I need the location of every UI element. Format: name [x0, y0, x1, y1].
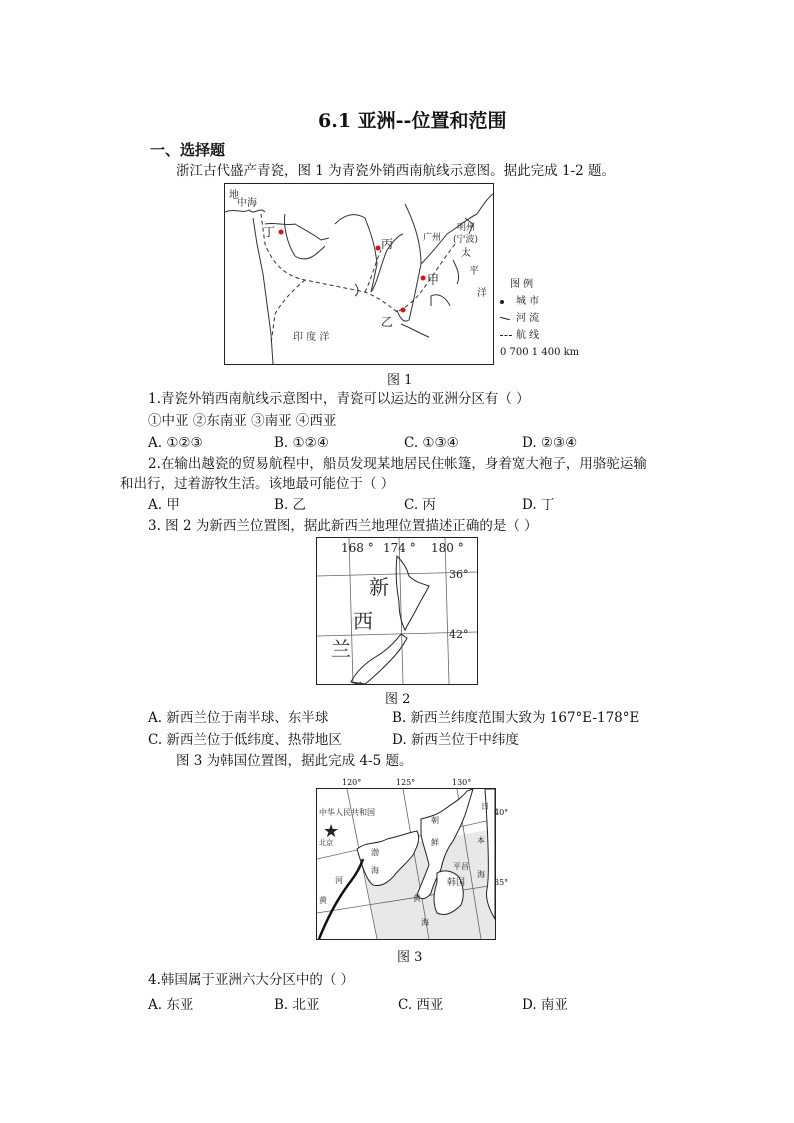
f3-lat-35: 35° — [494, 878, 509, 887]
q2-option-a: A. 甲 — [148, 497, 180, 513]
nz-char-2: 西 — [353, 609, 373, 633]
figure-1-legend — [500, 276, 579, 361]
figure-2-caption: 图 2 — [385, 692, 411, 707]
question-3-stem: 3. 图 2 为新西兰位置图，据此新西兰地理位置描述正确的是（ ） — [148, 518, 538, 534]
label-beijing: 北京 — [319, 839, 333, 847]
label-yi: 乙 — [381, 315, 394, 329]
city-dot-bing — [376, 246, 381, 251]
figure-1-route-map — [224, 183, 494, 365]
question-1-stem: 1.青瓷外销西南航线示意图中，青瓷可以运达的亚洲分区有（ ） — [148, 391, 530, 407]
sri-lanka — [355, 284, 358, 296]
south-island — [351, 634, 407, 684]
arabian-peninsula — [284, 214, 325, 259]
label-mediterranean-2: 中海 — [237, 198, 257, 209]
label-xian: 鲜 — [431, 838, 439, 847]
section-heading: 一、选择题 — [150, 141, 226, 159]
figure-1-caption: 图 1 — [387, 373, 413, 388]
legend-city: 城 市 — [500, 293, 579, 310]
label-bo: 渤 — [371, 848, 379, 857]
label-mingzhou: 明州 — [457, 223, 476, 233]
beijing-star-icon: ★ — [323, 821, 340, 842]
north-island — [396, 556, 429, 630]
intro-paragraph-2: 图 3 为韩国位置图，据此完成 4-5 题。 — [176, 753, 413, 769]
q2-option-b: B. 乙 — [274, 497, 307, 513]
label-bing: 丙 — [381, 237, 394, 251]
lat-label-36: 36° — [449, 568, 469, 581]
question-1-items: ①中亚 ②东南亚 ③南亚 ④西亚 — [148, 413, 337, 429]
q4-option-a: A. 东亚 — [148, 997, 194, 1013]
q1-option-a: A. ①②③ — [148, 435, 203, 451]
india-coast-west — [335, 215, 377, 292]
indochina-coast — [397, 204, 421, 321]
legend-scale: 0 700 1 400 km — [500, 347, 580, 358]
lon-label-180: 180 ° — [431, 541, 464, 555]
label-huang-1: 黄 — [319, 896, 327, 905]
q4-option-d: D. 南亚 — [522, 997, 568, 1013]
label-ningbo: (宁波) — [453, 235, 479, 245]
figure-3-korea-map — [316, 788, 496, 940]
city-dot-ding — [279, 230, 284, 235]
route-map-svg — [225, 184, 493, 364]
legend-title: 图 例 — [510, 279, 534, 290]
nz-char-3: 兰 — [331, 637, 351, 661]
figure-2-new-zealand-map — [316, 537, 478, 685]
label-hai-3: 海 — [477, 870, 485, 879]
label-chao: 朝 — [431, 816, 439, 825]
philippines — [453, 260, 459, 284]
q3-option-c: C. 新西兰位于低纬度、热带地区 — [148, 732, 342, 748]
label-mediterranean-1: 地 — [229, 190, 239, 201]
label-ding: 丁 — [263, 225, 276, 239]
legend-river: 河 流 — [500, 310, 579, 327]
label-huang-2: 黄 — [413, 894, 421, 903]
q3-option-d: D. 新西兰位于中纬度 — [392, 732, 519, 748]
f3-lat-40: 40° — [494, 808, 509, 817]
q3-option-b: B. 新西兰纬度范围大致为 167°E-178°E — [392, 710, 640, 726]
label-ping: 平 — [469, 266, 479, 277]
label-tai: 太 — [461, 248, 471, 259]
legend-route: 航 线 — [500, 327, 579, 344]
q1-option-c: C. ①③④ — [404, 435, 459, 451]
label-ben: 本 — [477, 836, 485, 845]
label-indian-ocean: 印 度 洋 — [293, 332, 330, 343]
mediterranean-coast — [225, 210, 265, 212]
question-4-stem: 4.韩国属于亚洲六大分区中的（ ） — [148, 972, 355, 988]
city-dot-yi — [401, 308, 406, 313]
q4-option-c: C. 西亚 — [398, 997, 444, 1013]
korea-svg — [317, 789, 495, 939]
label-he: 河 — [335, 876, 343, 885]
label-hai-1: 海 — [371, 866, 379, 875]
label-ri: 日 — [481, 802, 489, 811]
question-2-stem-line2: 和出行，过着游牧生活。该地最可能位于（ ） — [120, 476, 395, 492]
q2-option-c: C. 丙 — [404, 497, 436, 513]
f3-lon-125: 125° — [396, 778, 416, 787]
label-hai-2: 海 — [421, 918, 429, 927]
page-title: 6.1 亚洲--位置和范围 — [318, 110, 507, 132]
label-pingchang: 平昌 — [453, 862, 469, 871]
label-prc: 中华人民共和国 — [319, 808, 375, 817]
river-line-icon — [500, 317, 510, 321]
label-guangzhou: 广州 — [423, 233, 442, 243]
city-dot-jia — [421, 276, 426, 281]
figure-3-caption: 图 3 — [397, 950, 423, 965]
f3-lon-120: 120° — [342, 778, 362, 787]
q1-option-d: D. ②③④ — [522, 435, 578, 451]
lat-label-42: 42° — [449, 628, 469, 641]
label-jia: 甲 — [427, 273, 440, 287]
label-hanguo: 韩国 — [447, 878, 466, 888]
q1-option-b: B. ①②④ — [274, 435, 329, 451]
q3-option-a: A. 新西兰位于南半球、东半球 — [148, 710, 329, 726]
lon-label-174: 174 ° — [383, 541, 416, 555]
label-yang: 洋 — [477, 288, 487, 299]
f3-lon-130: 130° — [452, 778, 472, 787]
red-sea-africa-coast — [253, 218, 276, 364]
q4-option-b: B. 北亚 — [274, 997, 320, 1013]
nz-char-1: 新 — [369, 575, 389, 599]
city-dot-icon — [500, 300, 504, 304]
q2-option-d: D. 丁 — [522, 497, 555, 513]
intro-paragraph-1: 浙江古代盛产青瓷，图 1 为青瓷外销西南航线示意图。据此完成 1-2 题。 — [176, 163, 615, 179]
new-zealand-svg — [317, 538, 477, 684]
lon-label-168: 168 ° — [341, 541, 374, 555]
route-dash-icon — [500, 335, 512, 336]
question-2-stem-line1: 2.在输出越瓷的贸易航程中，船员发现某地居民住帐篷，身着宽大袍子，用骆驼运输 — [148, 456, 647, 472]
